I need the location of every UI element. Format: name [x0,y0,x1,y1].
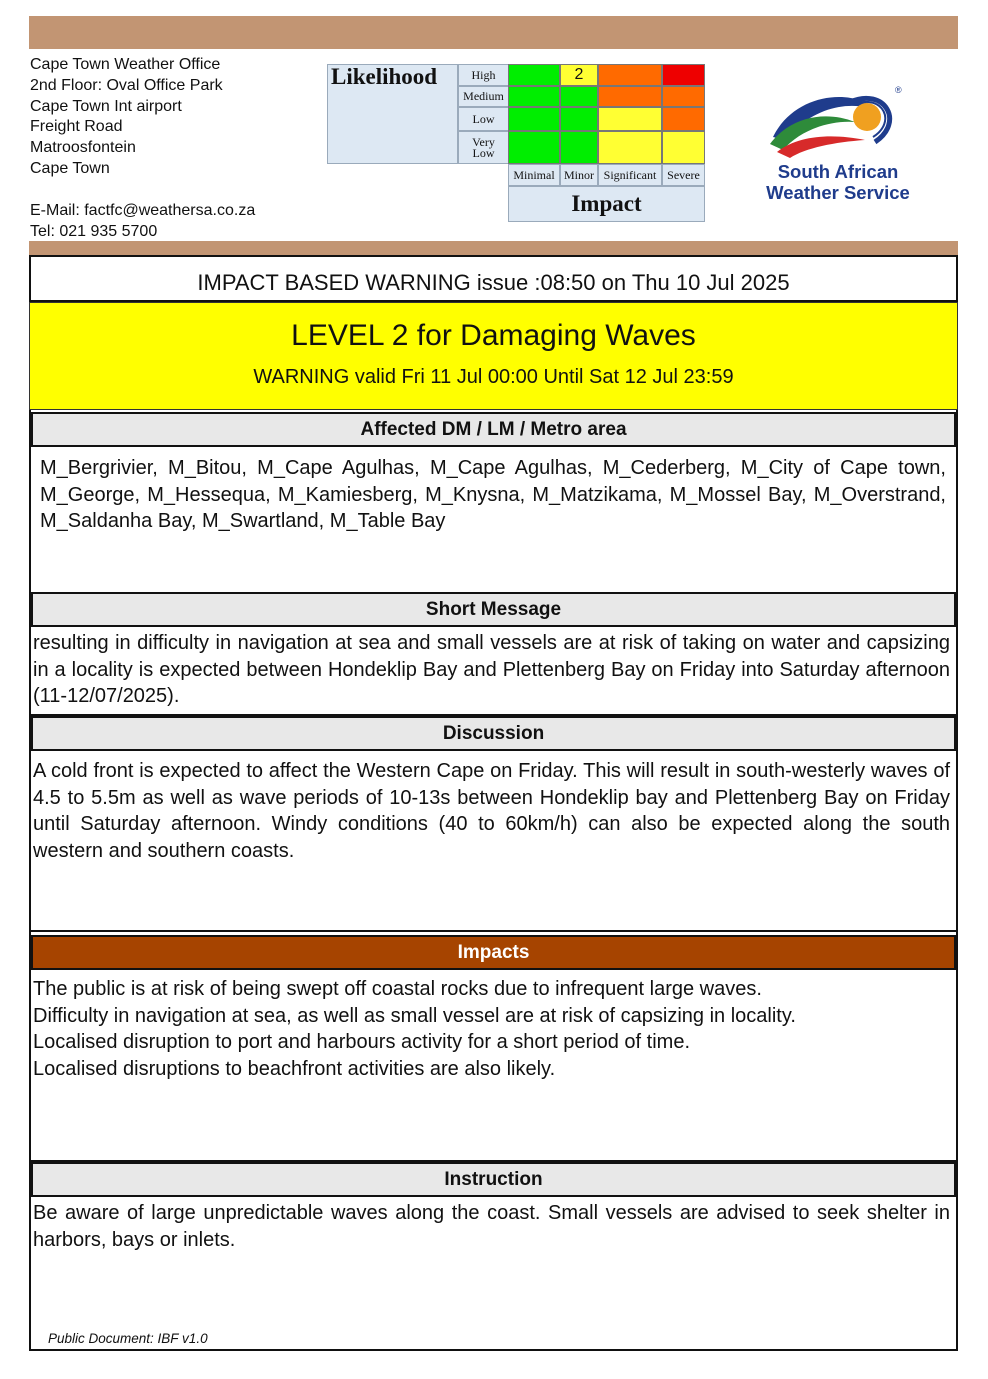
matrix-cell [662,86,705,107]
likelihood-label-medium: Medium [458,86,509,107]
impact-label-significant: Significant [598,164,662,186]
affected-heading: Affected DM / LM / Metro area [31,412,956,447]
short-message-heading: Short Message [31,592,956,627]
impact-title: Impact [508,186,705,222]
footer-note: Public Document: IBF v1.0 [48,1331,208,1346]
phone-text: Tel: 021 935 5700 [30,222,158,240]
office-contact [30,201,255,243]
email-text: E-Mail: factfc@weathersa.co.za [30,202,256,219]
likelihood-label-very-low: Very Low [458,131,509,164]
matrix-cell [662,64,705,86]
impact-label-minor: Minor [560,164,598,186]
matrix-cell [662,107,705,131]
discussion-heading: Discussion [31,716,956,751]
matrix-cell [508,107,560,131]
divider-bar [29,241,958,255]
likelihood-label-low: Low [458,107,509,131]
matrix-cell [508,64,560,86]
level-title: LEVEL 2 for Damaging Waves [291,319,696,352]
instruction-heading: Instruction [31,1162,956,1197]
address-line: 2nd Floor: Oval Office Park [30,76,223,94]
address-line: Cape Town Int airport [30,97,182,115]
logo-name-line2: Weather Service [766,182,910,203]
selected-level-number: 2 [574,66,584,83]
impact-label-minimal: Minimal [508,164,560,186]
saws-logo-text [752,161,924,203]
matrix-cell [598,64,662,86]
address-line: Cape Town Weather Office [30,56,221,73]
affected-text: M_Bergrivier, M_Bitou, M_Cape Agulhas, M_Cape Agulhas, M_Cederberg, M_City of Cape town, M_George, M_Hessequa, M_Kamiesberg, M_Knysna, M_Matzikama, M_Mossel Bay, M_Overstrand, M_Saldanha Bay, M_Swartland, M_Table Bay [40,457,946,532]
section-divider [31,930,956,932]
matrix-cell [560,107,598,131]
address-line: Cape Town [30,159,110,177]
likelihood-title: Likelihood [331,64,438,89]
warning-level-banner [29,302,958,410]
address-line: Matroosfontein [30,139,136,157]
impact-line: Localised disruptions to beachfront activities are also likely. [33,1057,556,1080]
matrix-cell [598,86,662,107]
short-message-text: resulting in difficulty in navigation at sea and small vessels are at risk of taking on water and capsizing in a locality is expected between Hondeklip Bay and Plettenberg Bay on Friday into Saturday afternoon (11-12/07/2025). [33,632,950,707]
impacts-list [33,976,950,1082]
matrix-cell [662,131,705,164]
office-address [30,55,223,180]
impact-line: Localised disruption to port and harbours activity for a short period of time. [33,1031,691,1053]
header-bar [29,16,958,49]
impact-line: Difficulty in navigation at sea, as well as small vessel are at risk of capsizing in locality. [33,1004,796,1027]
matrix-cell [598,107,662,131]
valid-period: WARNING valid Fri 11 Jul 00:00 Until Sat 12 Jul 23:59 [253,366,734,388]
logo-name-line1: South African [777,161,899,182]
matrix-cell [508,131,560,164]
likelihood-label-high: High [458,64,509,86]
matrix-cell [508,86,560,107]
impacts-heading: Impacts [31,935,956,970]
impact-label-severe: Severe [662,164,705,186]
matrix-cell [598,131,662,164]
address-line: Freight Road [30,118,123,136]
matrix-cell [560,131,598,164]
issue-line: IMPACT BASED WARNING issue :08:50 on Thu 10 Jul 2025 [31,257,956,302]
impact-line: The public is at risk of being swept off coastal rocks due to infrequent large waves. [33,978,762,1000]
matrix-cell [560,86,598,107]
registered-mark: ® [895,85,902,95]
instruction-text: Be aware of large unpredictable waves along the coast. Small vessels are advised to seek shelter in harbors, bays or inlets. [33,1202,950,1251]
discussion-text: A cold front is expected to affect the Western Cape on Friday. This will result in south-westerly waves of 4.5 to 5.5m as well as wave periods of 10-13s between Hondeklip bay and Plettenberg Bay on Friday until Saturday afternoon. Windy conditions (40 to 60km/h) can also be expected along the south western and southern coasts. [33,760,950,862]
